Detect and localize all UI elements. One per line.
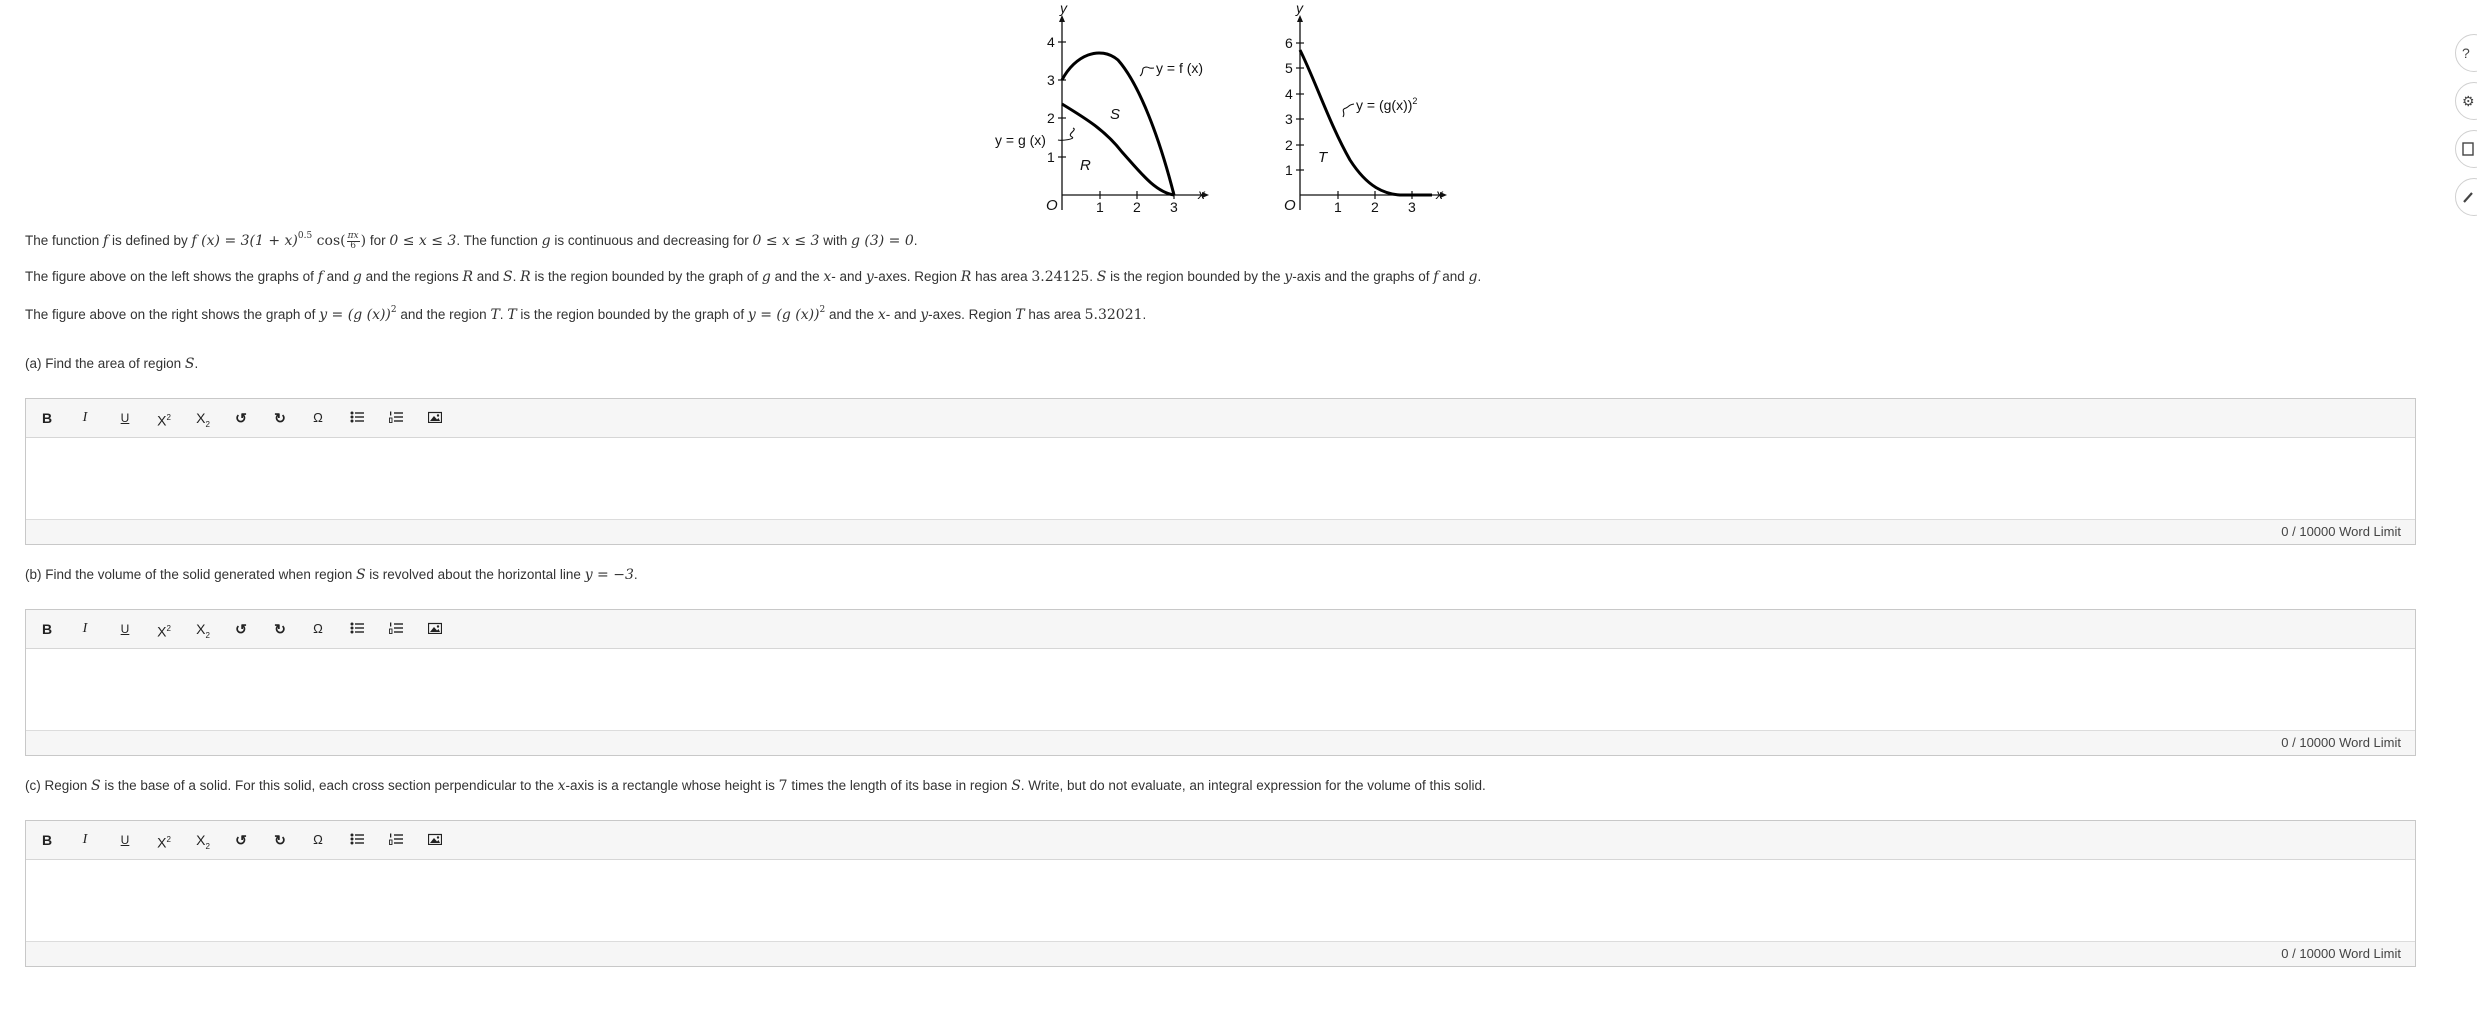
numbered-list-button[interactable] [385, 619, 407, 639]
notes-button[interactable] [2455, 130, 2477, 168]
p2-text: and the [770, 269, 824, 284]
p2-text: -axis and the graphs of [1292, 269, 1434, 284]
p2-var: g [1468, 269, 1478, 285]
underline-button[interactable]: U [120, 411, 130, 425]
question-a [25, 356, 198, 372]
insert-image-button[interactable] [424, 408, 446, 428]
right-y-tick-2: 2 [1285, 137, 1293, 153]
superscript-button[interactable] [153, 619, 175, 639]
p2-var: S [1096, 269, 1107, 285]
right-x-tick-1: 1 [1334, 199, 1342, 215]
bullet-list-icon [350, 833, 364, 845]
p1-var: f [103, 233, 109, 249]
p3-exponent: 2 [390, 305, 397, 315]
answer-editor-a [25, 398, 2416, 545]
word-limit-counter: 0 / 10000 Word Limit [26, 519, 2415, 544]
g-label-leader [1058, 128, 1074, 140]
superscript-button[interactable] [153, 830, 175, 850]
qb-text: is revolved about the horizontal line [365, 567, 585, 582]
subscript-mark: 2 [205, 630, 210, 640]
superscript-label: X [157, 834, 167, 851]
bullet-list-button[interactable] [346, 830, 368, 850]
region-t-label: T [1318, 149, 1328, 166]
p2-var: R [520, 269, 531, 285]
word-limit-counter: 0 / 10000 Word Limit [26, 730, 2415, 755]
p2-var: g [352, 269, 362, 285]
image-icon [428, 411, 442, 423]
image-icon [428, 622, 442, 634]
numbered-list-icon [389, 833, 403, 845]
settings-button[interactable]: ⚙ [2455, 82, 2477, 120]
problem-paragraph-2 [25, 269, 1481, 285]
left-y-tick-4: 4 [1047, 34, 1055, 50]
p3-text: is the region bounded by the graph of [516, 307, 748, 322]
p3-var: T [1015, 307, 1025, 323]
right-x-axis-label: x [1436, 186, 1443, 202]
g2-label [1356, 96, 1417, 113]
p3-text: - and [885, 307, 921, 322]
help-button[interactable]: ? [2455, 34, 2477, 72]
subscript-button[interactable] [192, 830, 214, 850]
answer-text-area[interactable] [26, 860, 2415, 941]
image-icon [428, 833, 442, 845]
p2-var: y [1284, 269, 1293, 285]
qc-var: S [91, 778, 101, 794]
italic-button[interactable]: I [82, 410, 88, 425]
problem-paragraph-1 [25, 231, 918, 251]
g2-label-text: y = (g(x)) [1356, 97, 1413, 113]
g2-label-exponent: 2 [1412, 96, 1418, 106]
special-character-button[interactable]: Ω [313, 410, 323, 425]
p2-var: x [823, 269, 832, 285]
right-y-arrow [1297, 15, 1303, 22]
f-label-leader [1140, 67, 1154, 76]
p3-var: y [920, 307, 929, 323]
italic-button[interactable]: I [82, 621, 88, 636]
superscript-button[interactable] [153, 408, 175, 428]
superscript-label: X [157, 623, 167, 640]
undo-button[interactable]: ↺ [235, 410, 247, 426]
p1-text: is continuous and decreasing for [550, 233, 753, 248]
subscript-label: X [196, 410, 206, 426]
p1-text: The function [25, 233, 104, 248]
p1-frac-num: πx [347, 230, 359, 241]
superscript-label: X [157, 412, 167, 429]
p2-var: f [1433, 269, 1439, 285]
qc-text: is the base of a solid. For this solid, each cross section perpendicular to the [100, 778, 558, 793]
p1-text: is defined by [108, 233, 192, 248]
p2-text: and [473, 269, 504, 284]
subscript-label: X [196, 621, 206, 637]
qc-var: S [1011, 778, 1021, 794]
p2-text: - and [831, 269, 866, 284]
region-s-label: S [1110, 106, 1121, 123]
numbered-list-button[interactable] [385, 408, 407, 428]
redo-button[interactable]: ↻ [274, 832, 286, 848]
undo-button[interactable]: ↺ [235, 621, 247, 637]
p2-var: R [960, 269, 972, 285]
p1-math: 0 ≤ x ≤ 3 [752, 233, 820, 249]
p3-text: and the region [396, 307, 491, 322]
p3-text: has area [1024, 307, 1085, 322]
p3-exponent: 2 [819, 305, 826, 315]
left-y-arrow [1059, 15, 1065, 22]
qb-text: (b) Find the volume of the solid generated when region [25, 567, 356, 582]
qa-text: . [194, 356, 199, 371]
subscript-button[interactable] [192, 619, 214, 639]
editor-toolbar [26, 821, 2415, 860]
numbered-list-icon [389, 411, 403, 423]
subscript-mark: 2 [205, 419, 210, 429]
p2-var: f [317, 269, 323, 285]
p1-text: . [913, 233, 918, 248]
right-x-tick-3: 3 [1408, 199, 1416, 215]
left-y-axis-label: y [1060, 0, 1067, 16]
answer-text-area[interactable] [26, 649, 2415, 730]
numbered-list-icon [389, 622, 403, 634]
p2-text: is the region bounded by the [1106, 269, 1285, 284]
right-origin-label: O [1284, 197, 1296, 214]
left-y-tick-1: 1 [1047, 149, 1055, 165]
p2-text: and [1438, 269, 1469, 284]
area-r-value: 3.24125 [1031, 269, 1090, 285]
left-y-tick-2: 2 [1047, 110, 1055, 126]
special-character-button[interactable]: Ω [313, 832, 323, 847]
left-y-tick-3: 3 [1047, 72, 1055, 88]
p3-math: y = (g (x)) [747, 307, 820, 323]
question-c [25, 778, 1486, 794]
p2-text: and [322, 269, 353, 284]
p2-text: has area [971, 269, 1032, 284]
bold-button[interactable]: B [41, 410, 53, 426]
qc-text: times the length of its base in region [787, 778, 1012, 793]
p3-text: . [499, 307, 508, 322]
qa-var: S [184, 356, 195, 372]
p1-fraction [347, 232, 360, 251]
region-r-label: R [1080, 157, 1091, 174]
redo-button[interactable]: ↻ [274, 621, 286, 637]
area-t-value: 5.32021 [1084, 307, 1143, 323]
p3-var: T [507, 307, 517, 323]
question-b [25, 567, 638, 583]
p2-text: The figure above on the left shows the graphs of [25, 269, 318, 284]
figure-left-graph [990, 0, 1220, 220]
figure-right-graph [1250, 0, 1460, 220]
p2-var: S [503, 269, 513, 285]
qb-text: . [633, 567, 638, 582]
p1-var: g [541, 233, 551, 249]
insert-image-button[interactable] [424, 830, 446, 850]
qb-var: S [355, 567, 366, 583]
right-y-tick-3: 3 [1285, 111, 1293, 127]
right-y-tick-4: 4 [1285, 86, 1293, 102]
bullet-list-icon [350, 411, 364, 423]
bullet-list-icon [350, 622, 364, 634]
redo-button[interactable]: ↻ [274, 410, 286, 426]
editor-toolbar [26, 610, 2415, 649]
answer-text-area[interactable] [26, 438, 2415, 519]
p3-text: -axes. Region [928, 307, 1016, 322]
right-y-axis-label: y [1296, 0, 1303, 16]
p1-text: with [819, 233, 851, 248]
underline-button[interactable]: U [120, 833, 130, 847]
answer-editor-b [25, 609, 2416, 756]
p2-text: . [512, 269, 521, 284]
notes-icon [2462, 142, 2474, 156]
word-limit-counter: 0 / 10000 Word Limit [26, 941, 2415, 966]
bullet-list-button[interactable] [346, 408, 368, 428]
undo-button[interactable]: ↺ [235, 832, 247, 848]
p2-var: R [462, 269, 473, 285]
left-origin-label: O [1046, 197, 1058, 214]
qb-math: y = −3 [584, 567, 634, 583]
p1-math: f (x) = 3(1 + x) [191, 233, 298, 249]
p1-text: for [366, 233, 390, 248]
g2-label-leader [1343, 104, 1354, 117]
p1-cos: cos [312, 233, 341, 249]
p2-var: g [761, 269, 771, 285]
left-x-tick-1: 1 [1096, 199, 1104, 215]
problem-paragraph-3 [25, 305, 1146, 323]
bold-button[interactable]: B [41, 832, 53, 848]
p3-text: and the [825, 307, 878, 322]
p3-text: The figure above on the right shows the graph of [25, 307, 320, 322]
superscript-mark: 2 [166, 624, 171, 633]
right-y-tick-5: 5 [1285, 60, 1293, 76]
insert-image-button[interactable] [424, 619, 446, 639]
superscript-mark: 2 [166, 413, 171, 422]
subscript-label: X [196, 832, 206, 848]
pencil-icon [2462, 190, 2474, 204]
right-y-tick-1: 1 [1285, 162, 1293, 178]
underline-button[interactable]: U [120, 622, 130, 636]
qc-text: -axis is a rectangle whose height is [565, 778, 779, 793]
editor-toolbar [26, 399, 2415, 438]
bullet-list-button[interactable] [346, 619, 368, 639]
subscript-mark: 2 [205, 841, 210, 851]
qc-text: (c) Region [25, 778, 92, 793]
left-x-tick-2: 2 [1133, 199, 1141, 215]
p1-math: g (3) = 0 [850, 233, 914, 249]
p2-text: and the regions [361, 269, 463, 284]
p2-text: -axes. Region [873, 269, 961, 284]
left-x-tick-3: 3 [1170, 199, 1178, 215]
p1-math: 0 ≤ x ≤ 3 [389, 233, 457, 249]
p1-text: . The function [456, 233, 542, 248]
left-x-axis-label: x [1198, 186, 1205, 202]
p2-text: . [1477, 269, 1482, 284]
g-label: y = g (x) [995, 132, 1046, 148]
p3-var: x [877, 307, 886, 323]
qc-text: . Write, but do not evaluate, an integral expression for the volume of this solid. [1020, 778, 1486, 793]
p3-text: . [1142, 307, 1147, 322]
special-character-button[interactable]: Ω [313, 621, 323, 636]
p2-text: is the region bounded by the graph of [530, 269, 762, 284]
p3-math: y = (g (x)) [319, 307, 391, 323]
right-x-tick-2: 2 [1371, 199, 1379, 215]
pencil-button[interactable] [2455, 178, 2477, 216]
superscript-mark: 2 [166, 835, 171, 844]
p1-paren-close: ) [360, 233, 367, 249]
p1-paren-open: ( [340, 233, 346, 249]
p2-text: . [1089, 269, 1097, 284]
qc-var: x [557, 778, 566, 794]
numbered-list-button[interactable] [385, 830, 407, 850]
qa-text: (a) Find the area of region [25, 356, 185, 371]
qc-number: 7 [778, 778, 788, 794]
right-y-tick-6: 6 [1285, 35, 1293, 51]
p1-frac-den: 6 [350, 240, 356, 251]
bold-button[interactable]: B [41, 621, 53, 637]
italic-button[interactable]: I [82, 832, 88, 847]
p2-var: y [865, 269, 874, 285]
answer-editor-c [25, 820, 2416, 967]
f-label: y = f (x) [1156, 60, 1204, 76]
p1-exponent: 0.5 [297, 231, 313, 241]
curve-g-squared [1300, 50, 1432, 195]
subscript-button[interactable] [192, 408, 214, 428]
p3-var: T [490, 307, 500, 323]
